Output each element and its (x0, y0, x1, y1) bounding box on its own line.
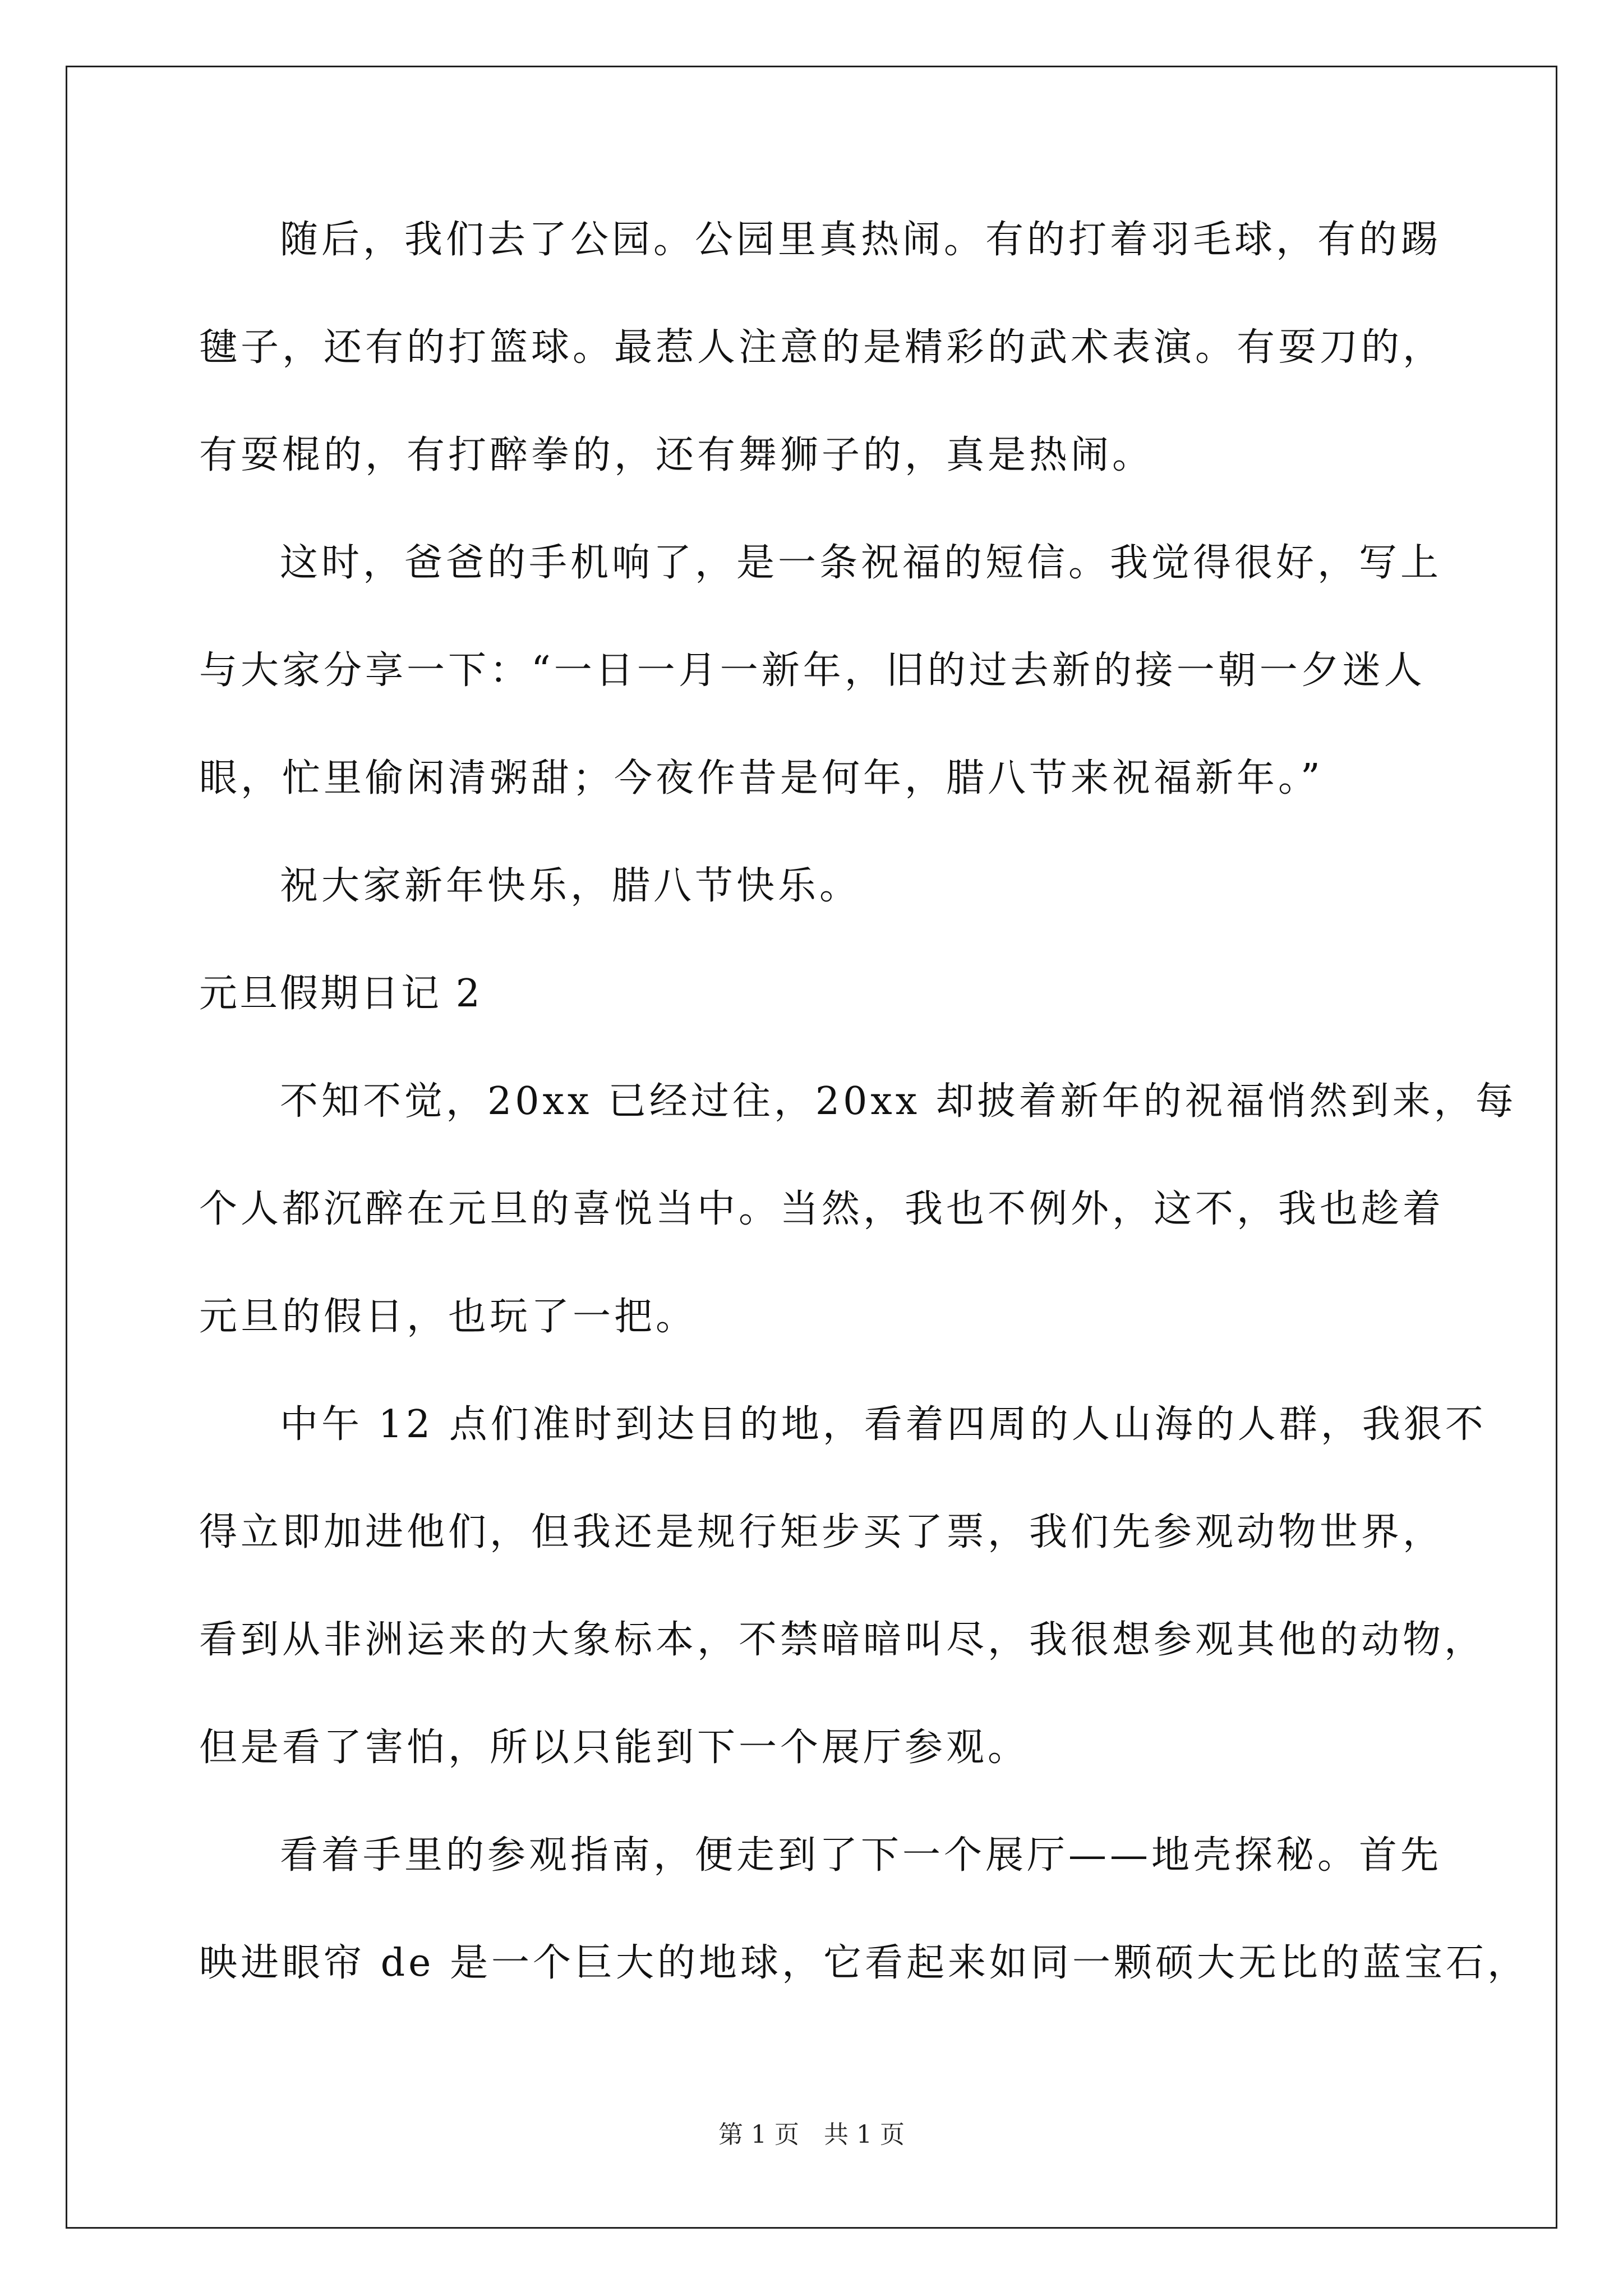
text-line: 这时，爸爸的手机响了，是一条祝福的短信。我觉得很好，写上 (280, 541, 1442, 585)
paragraph-museum (199, 1398, 1487, 1775)
text-line: 元旦的假日，也玩了一把。 (199, 1295, 698, 1339)
page-footer: 第 1 页 共 1 页 (718, 2120, 905, 2149)
text-line: 毽子，还有的打篮球。最惹人注意的是精彩的武术表演。有耍刀的， (199, 325, 1445, 370)
paragraph-wishes (199, 859, 1422, 913)
text-line: 但是看了害怕，所以只能到下一个展厅参观。 (199, 1726, 1030, 1770)
section-heading: 元旦假期日记 2 (199, 972, 482, 1016)
text-line: 得立即加进他们，但我还是规行矩步买了票，我们先参观动物世界， (199, 1510, 1445, 1554)
document-body (199, 213, 1529, 2044)
text-line: 随后，我们去了公园。公园里真热闹。有的打着羽毛球，有的踢 (280, 218, 1442, 262)
paragraph-message (199, 536, 1442, 806)
text-line: 不知不觉，20xx 已经过往，20xx 却披着新年的祝福悄然到来，每 (280, 1079, 1517, 1124)
text-line: 祝大家新年快乐，腊八节快乐。 (280, 864, 861, 908)
text-line: 个人都沉醉在元旦的喜悦当中。当然，我也不例外，这不，我也趁着 (199, 1187, 1445, 1231)
text-line: 映进眼帘 de 是一个巨大的地球，它看起来如同一颗硕大无比的蓝宝石， (199, 1941, 1529, 1985)
text-line: 中午 12 点们准时到达目的地，看着四周的人山海的人群，我狠不 (280, 1402, 1487, 1447)
paragraph-newyear (199, 1075, 1517, 1344)
paragraph-park (199, 213, 1445, 482)
text-line: 有耍棍的，有打醉拳的，还有舞狮子的，真是热闹。 (199, 433, 1154, 477)
text-line: 眼，忙里偷闲清粥甜；今夜作昔是何年，腊八节来祝福新年。” (199, 756, 1324, 800)
text-line: 看着手里的参观指南，便走到了下一个展厅——地壳探秘。首先 (280, 1833, 1442, 1878)
text-line: 看到从非洲运来的大象标本，不禁暗暗叫尽，我很想参观其他的动物， (199, 1618, 1486, 1662)
paragraph-earth (199, 1829, 1529, 1990)
text-line: 与大家分享一下：“一日一月一新年，旧的过去新的接一朝一夕迷人 (199, 648, 1426, 693)
